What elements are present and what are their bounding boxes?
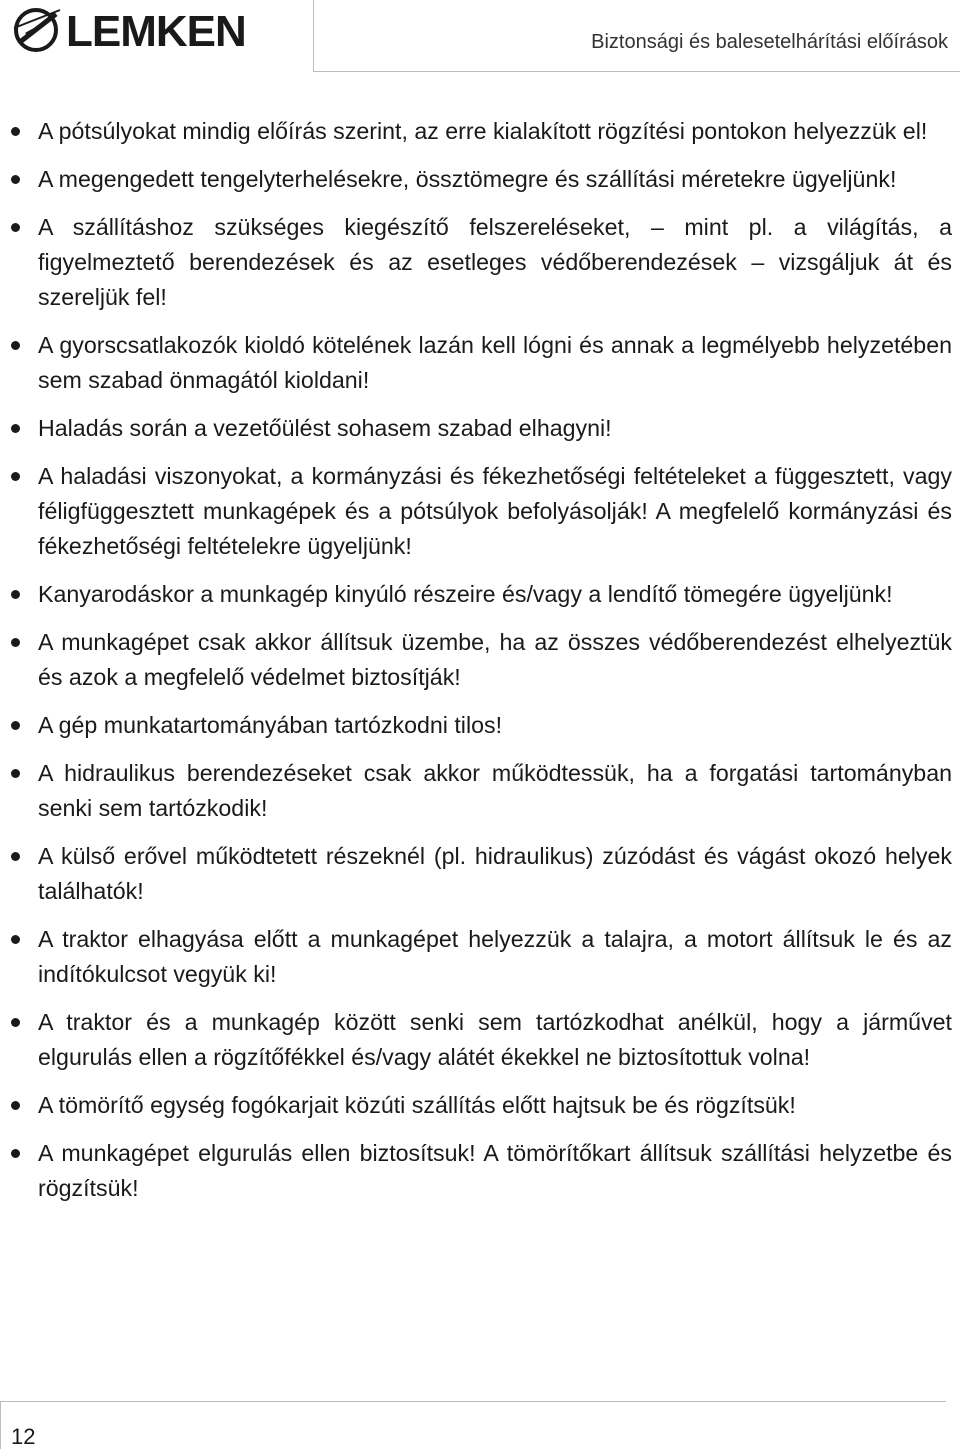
bullet-icon	[11, 1018, 20, 1027]
list-item-text: A munkagépet elgurulás ellen biztosítsuk! A tömörítőkart állítsuk szállítási helyzetbe és rögzítsük!	[38, 1140, 952, 1201]
list-item	[0, 162, 960, 197]
safety-instructions	[0, 114, 960, 1219]
list-item	[0, 114, 960, 149]
bullet-icon	[11, 424, 20, 433]
bullet-icon	[11, 935, 20, 944]
list-item	[0, 459, 960, 564]
list-item	[0, 1088, 960, 1123]
list-item-text: A megengedett tengelyterhelésekre, össztömegre és szállítási méretekre ügyeljünk!	[38, 166, 897, 192]
list-item	[0, 411, 960, 446]
footer-vertical-divider	[0, 1401, 1, 1449]
list-item-text: A hidraulikus berendezéseket csak akkor működtessük, ha a forgatási tartományban senki sem tartózkodik!	[38, 760, 952, 821]
bullet-icon	[11, 1149, 20, 1158]
list-item-text: A szállításhoz szükséges kiegészítő felszereléseket, – mint pl. a világítás, a figyelmeztető berendezések és az esetleges védőberendezések – vizsgáljuk át és szereljük fel!	[38, 214, 952, 310]
list-item	[0, 1136, 960, 1206]
list-item-text: A munkagépet csak akkor állítsuk üzembe, ha az összes védőberendezést elhelyeztük és azok a megfelelő védelmet biztosítják!	[38, 629, 952, 690]
list-item-text: Haladás során a vezetőülést sohasem szabad elhagyni!	[38, 415, 612, 441]
lemken-emblem-icon	[14, 10, 60, 50]
list-item-text: A külső erővel működtetett részeknél (pl. hidraulikus) zúzódást és vágást okozó helyek találhatók!	[38, 843, 952, 904]
list-item	[0, 756, 960, 826]
footer-divider	[0, 1401, 946, 1402]
lemken-logo	[10, 2, 300, 58]
list-item-text: A traktor elhagyása előtt a munkagépet helyezzük a talajra, a motort állítsuk le és az indítókulcsot vegyük ki!	[38, 926, 952, 987]
bullet-icon	[11, 721, 20, 730]
bullet-icon	[11, 175, 20, 184]
bullet-icon	[11, 127, 20, 136]
bullet-icon	[11, 341, 20, 350]
header-horizontal-divider	[313, 71, 960, 72]
list-item-text: A traktor és a munkagép között senki sem tartózkodhat anélkül, hogy a járművet elgurulás ellen a rögzítőfékkel és/vagy alátét ékekkel ne biztosítottuk volna!	[38, 1009, 952, 1070]
page-header	[0, 0, 960, 72]
list-item	[0, 328, 960, 398]
bullet-icon	[11, 590, 20, 599]
bullet-icon	[11, 852, 20, 861]
list-item	[0, 839, 960, 909]
bullet-icon	[11, 223, 20, 232]
brand-wordmark: LEMKEN	[66, 7, 246, 56]
bullet-icon	[11, 638, 20, 647]
list-item	[0, 625, 960, 695]
list-item-text: A gyorscsatlakozók kioldó kötelének lazán kell lógni és annak a legmélyebb helyzetében sem szabad önmagától kioldani!	[38, 332, 952, 393]
list-item-text: A haladási viszonyokat, a kormányzási és fékezhetőségi feltételeket a függesztett, vagy féligfüggesztett munkagépek és a pótsúlyok befolyásolják! A megfelelő kormányzási és fékezhetőségi feltételekre ügyeljünk!	[38, 463, 952, 559]
list-item-text: A tömörítő egység fogókarjait közúti szállítás előtt hajtsuk be és rögzítsük!	[38, 1092, 796, 1118]
list-item	[0, 922, 960, 992]
list-item-text: A pótsúlyokat mindig előírás szerint, az erre kialakított rögzítési pontokon helyezzük el!	[38, 118, 928, 144]
list-item	[0, 577, 960, 612]
list-item-text: A gép munkatartományában tartózkodni tilos!	[38, 712, 503, 738]
list-item	[0, 1005, 960, 1075]
bullet-icon	[11, 1101, 20, 1110]
list-item-text: Kanyarodáskor a munkagép kinyúló részeire és/vagy a lendítő tömegére ügyeljünk!	[38, 581, 893, 607]
bullet-icon	[11, 472, 20, 481]
list-item	[0, 210, 960, 315]
section-title: Biztonsági és balesetelhárítási előírások	[591, 31, 948, 53]
page-number: 12	[11, 1424, 36, 1449]
list-item	[0, 708, 960, 743]
bullet-list	[0, 114, 960, 1206]
header-vertical-divider	[313, 0, 314, 72]
bullet-icon	[11, 769, 20, 778]
